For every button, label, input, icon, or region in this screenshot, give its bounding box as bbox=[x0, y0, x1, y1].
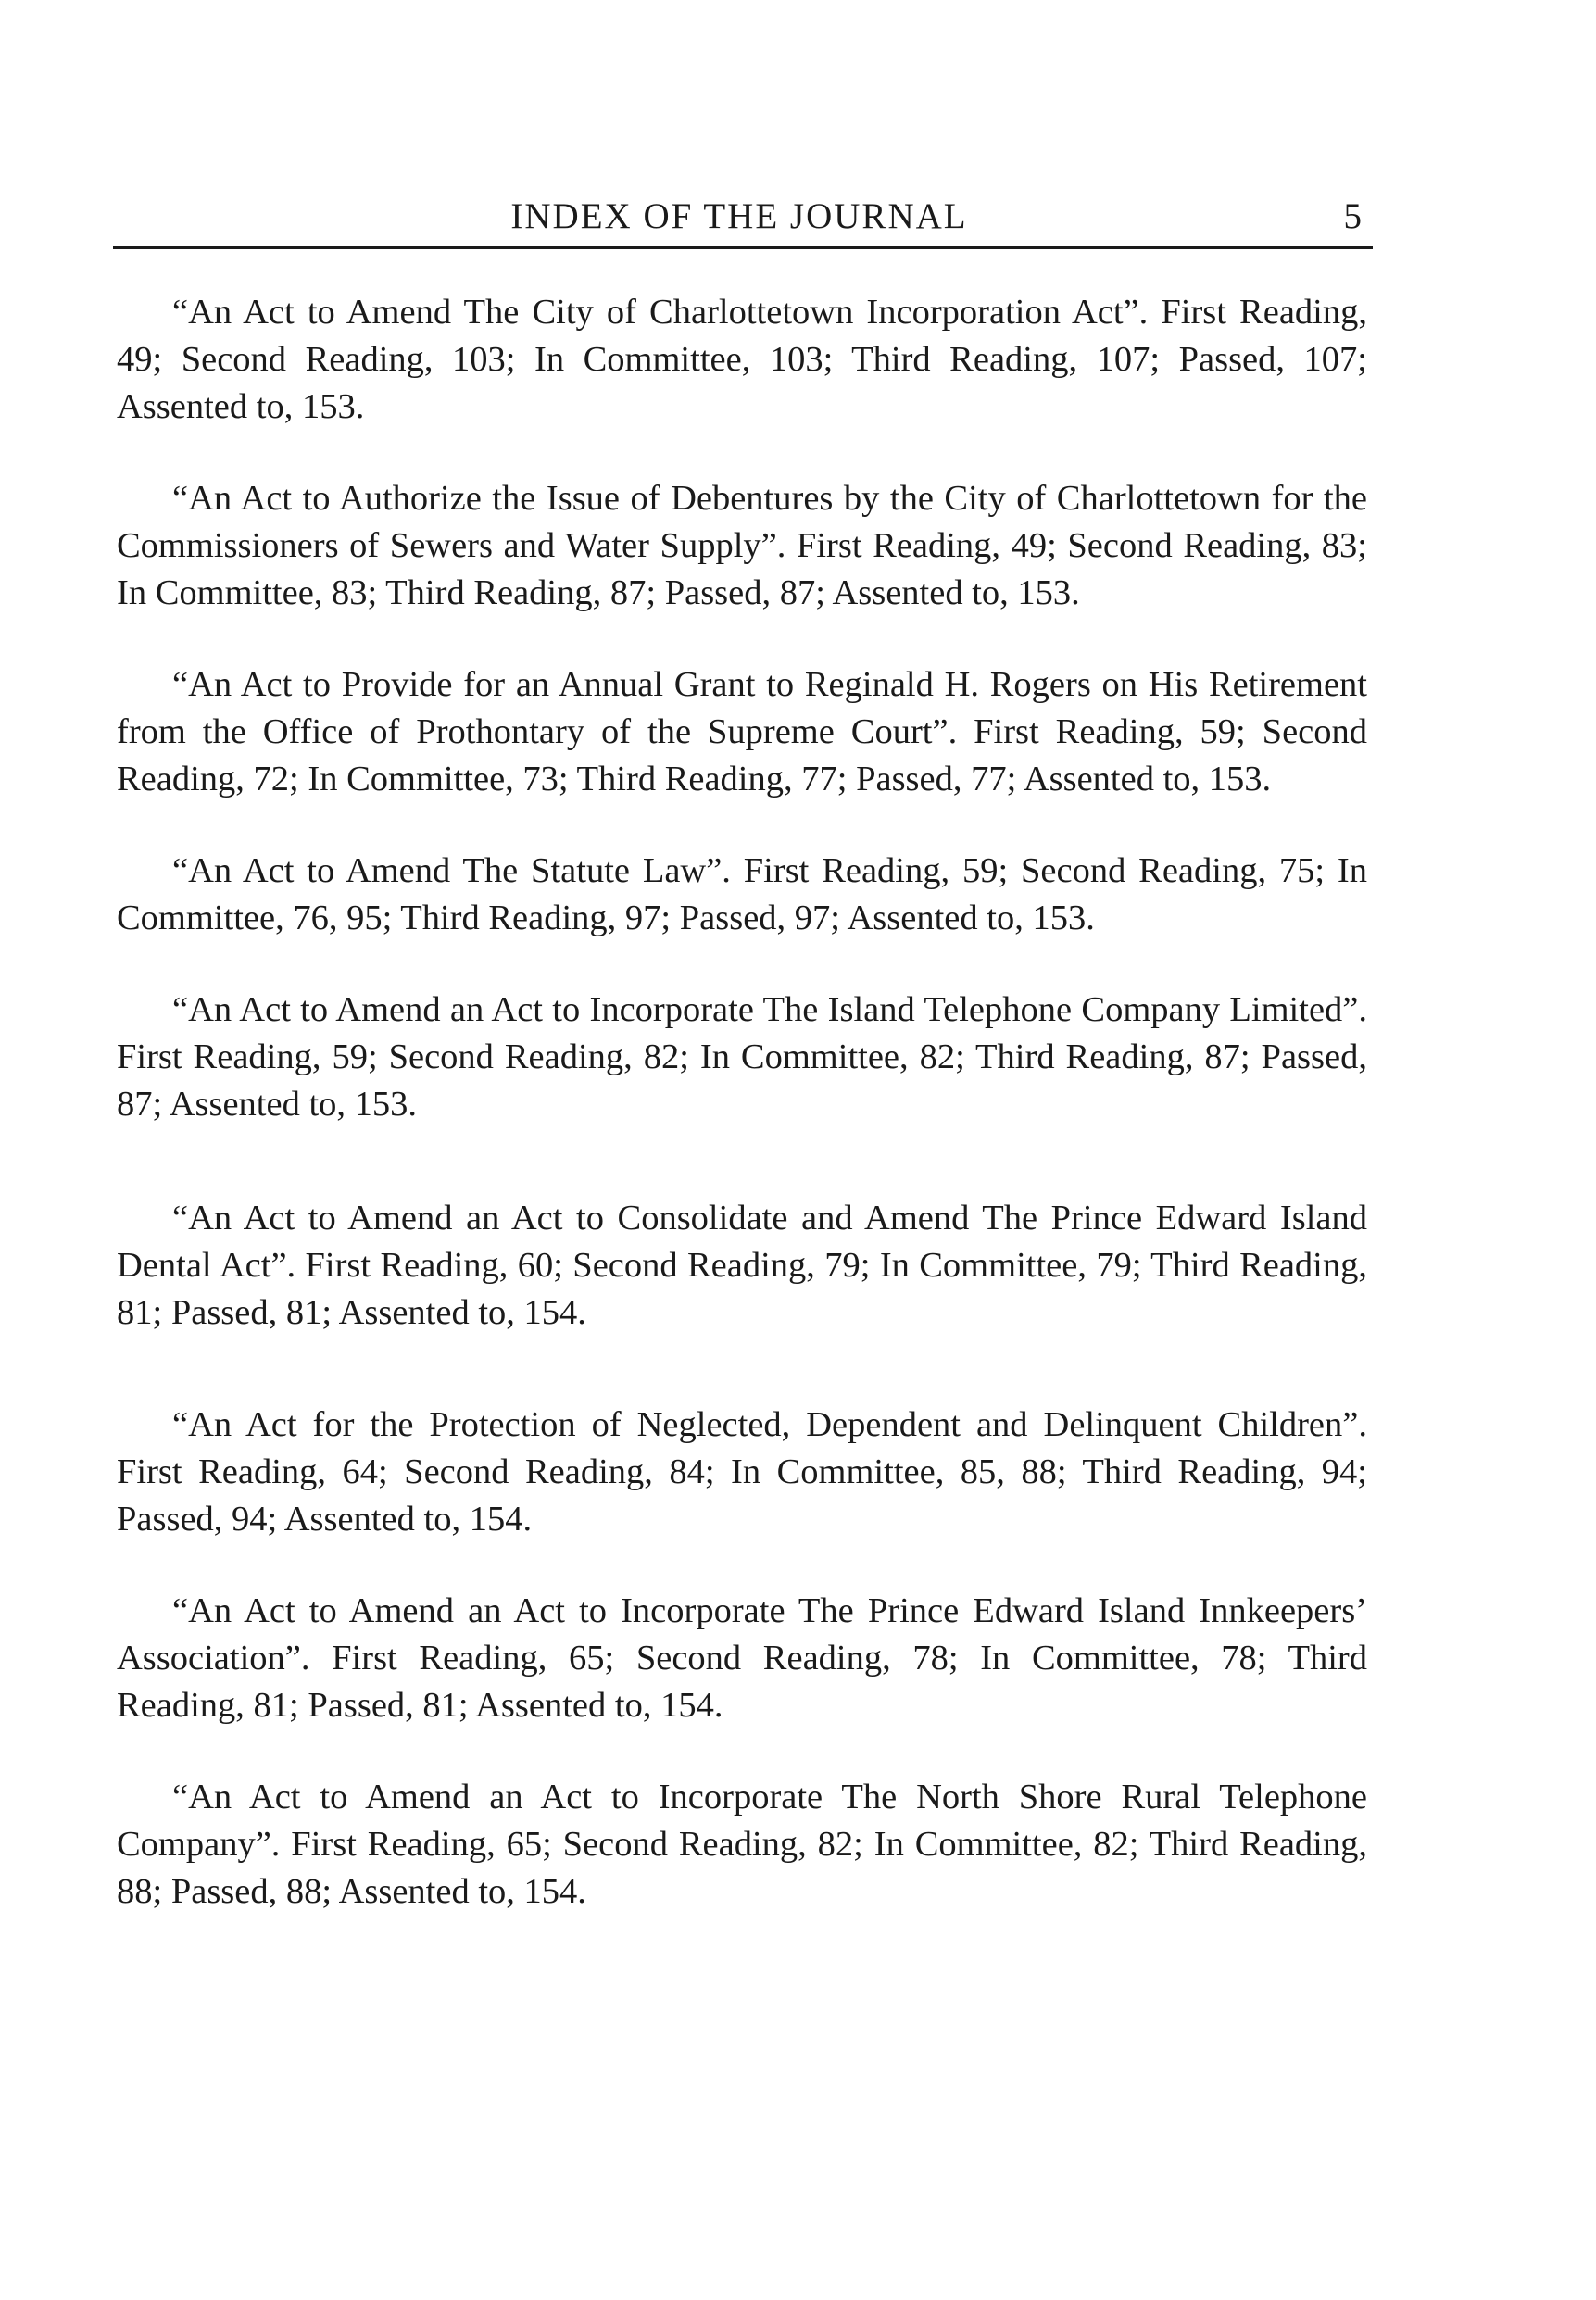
running-head bbox=[113, 191, 1365, 245]
index-entry: “An Act to Amend an Act to Incorporate The Island Telephone Company Limited”. First Reading, 59; Second Reading, 82; In Committee, 82; Third Reading, 87; Passed, 87; Assented to, 153. bbox=[117, 990, 1367, 1124]
index-entry: “An Act to Provide for an Annual Grant to Reginald H. Rogers on His Retirement from the Office of Prothontary of the Supreme Court”. First Reading, 59; Second Reading, 72; In Committee, 73; Third Reading, 77; Passed, 77; Assented to, 153. bbox=[117, 665, 1367, 798]
index-entry: “An Act to Amend The Statute Law”. First Reading, 59; Second Reading, 75; In Committee, 76, 95; Third Reading, 97; Passed, 97; Assented to, 153. bbox=[117, 851, 1367, 937]
index-entry: “An Act for the Protection of Neglected, Dependent and Delinquent Children”. First Reading, 64; Second Reading, 84; In Committee, 85, 88; Third Reading, 94; Passed, 94; Assented to, 154. bbox=[117, 1405, 1367, 1539]
running-head-title: INDEX OF THE JOURNAL bbox=[510, 196, 968, 236]
header-rule bbox=[113, 246, 1373, 249]
index-entry: “An Act to Amend an Act to Consolidate and Amend The Prince Edward Island Dental Act”. First Reading, 60; Second Reading, 79; In Committee, 79; Third Reading, 81; Passed, 81; Assented to, 154. bbox=[117, 1199, 1367, 1332]
index-entry: “An Act to Amend an Act to Incorporate The North Shore Rural Telephone Company”. First Reading, 65; Second Reading, 82; In Committee, 82; Third Reading, 88; Passed, 88; Assented to, 154. bbox=[117, 1778, 1367, 1911]
index-entry: “An Act to Amend an Act to Incorporate The Prince Edward Island Innkeepers’ Association”. First Reading, 65; Second Reading, 78; In Committee, 78; Third Reading, 81; Passed, 81; Assented to, 154. bbox=[117, 1591, 1367, 1725]
page-number: 5 bbox=[1343, 196, 1362, 236]
index-entry: “An Act to Authorize the Issue of Debentures by the City of Charlottetown for the Commissioners of Sewers and Water Supply”. First Reading, 49; Second Reading, 83; In Committee, 83; Third Reading, 87; Passed, 87; Assented to, 153. bbox=[117, 479, 1367, 612]
index-entries bbox=[117, 289, 1367, 1916]
index-entry: “An Act to Amend The City of Charlottetown Incorporation Act”. First Reading, 49; Second Reading, 103; In Committee, 103; Third Reading, 107; Passed, 107; Assented to, 153. bbox=[117, 293, 1367, 426]
